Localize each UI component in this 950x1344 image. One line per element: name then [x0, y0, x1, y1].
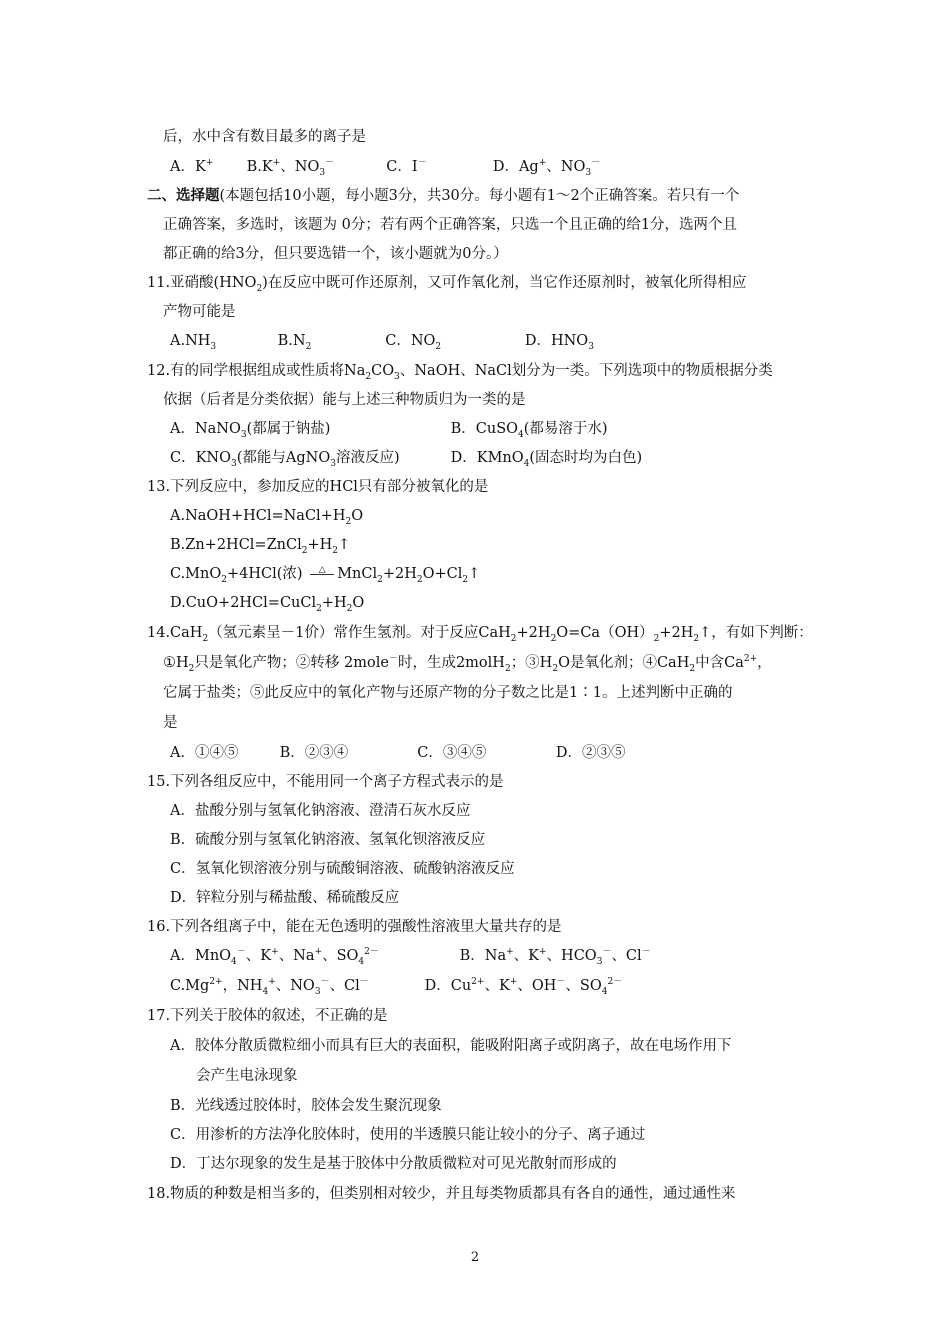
q10-option-c: C．I－	[386, 158, 427, 175]
q15-option-d: D．锌粒分别与稀盐酸、稀硫酸反应	[170, 890, 400, 906]
q17-option-a: A．胶体分散质微粒细小而具有巨大的表面积，能吸附阳离子或阴离子，故在电场作用下	[170, 1038, 732, 1054]
q12-stem: 12.有的同学根据组成或性质将$Na_2CO_3$、NaOH、NaCl划分为一类。下列选项中的物质根据分类	[147, 363, 773, 382]
q10-option-d: D．Ag+、$NO_3^-$	[492, 158, 601, 178]
q16-options-row1	[170, 946, 651, 966]
section2-intro-line2: 正确答案，多选时，该题为 0分；若有两个正确答案，只选一个且正确的给1分，选两个且	[163, 217, 738, 233]
q16-option-a: A．MnO$_4$－、K+、Na+、$SO_4^{2-}$	[170, 947, 379, 967]
q14-options	[170, 743, 625, 763]
q11-stem: 11.亚硝酸$(HNO_2)$在反应中既可作还原剂，又可作氧化剂，当它作还原剂时，被氧化所得相应	[147, 275, 747, 294]
q17-option-c: C．用渗析的方法净化胶体时，使用的半透膜只能让较小的分子、离子通过	[170, 1127, 646, 1143]
q15-option-b: B．硫酸分别与氢氧化钠溶液、氢氧化钡溶液反应	[170, 832, 486, 848]
q16-option-c: $C.Mg^{2+}$，$NH_4^+$、$NO_3^-$、Cl－	[170, 977, 369, 997]
q14-option-c: C．③④⑤	[417, 745, 487, 761]
q12-option-a: A．NaNO$_3$(都属于钠盐)	[170, 421, 331, 440]
q10-stem-continued: 后，水中含有数目最多的离子是	[163, 129, 366, 145]
q14-option-b: B．②③④	[279, 745, 349, 761]
section2-heading: 二、选择题	[147, 187, 220, 204]
q11-stem-line2: 产物可能是	[163, 304, 236, 320]
section2-intro-text: (本题包括10小题，每小题3分，共30分。每小题有1～2个正确答案。若只有一个	[219, 188, 740, 204]
q12-options-row1	[170, 419, 608, 439]
q13-option-a: $A.NaOH+HCl=NaCl+H_2O$	[170, 508, 364, 527]
q13-option-d: $D.CuO+2HCl=CuCl_2+H_2O$	[170, 595, 365, 614]
q12-option-b: B．CuSO$_4$(都易溶于水)	[450, 421, 608, 440]
q15-option-a: A．盐酸分别与氢氧化钠溶液、澄清石灰水反应	[170, 803, 471, 819]
q12-option-d: D．KMnO$_4$(固态时均为白色)	[450, 450, 643, 469]
q18-stem: 18.物质的种数是相当多的，但类别相对较少，并且每类物质都具有各自的通性，通过通性来	[147, 1186, 736, 1202]
q10-option-a: A．K+	[170, 158, 214, 175]
heat-symbol: △	[307, 564, 337, 586]
q17-option-d: D．丁达尔现象的发生是基于胶体中分散质微粒对可见光散射而形成的	[170, 1156, 617, 1172]
q11-option-a: $A.NH_3$	[170, 333, 217, 352]
q14-stem-line4: 是	[163, 715, 178, 731]
q12-option-c: C．$KNO_3$(都能与AgNO$_3$溶液反应)	[170, 450, 400, 469]
q16-option-d: D．$Cu^{2+}$、K+、OH－、$SO_4^{2-}$	[424, 977, 623, 997]
section2-intro-line3: 都正确的给3分，但只要选错一个，该小题就为0分。）	[163, 246, 508, 262]
q16-option-b: B．Na+、K+、$HCO_3^-$、Cl－	[459, 947, 651, 967]
q11-option-d: D．$HNO_3$	[524, 333, 594, 352]
q10-option-b: B.K+、$NO_3^-$	[246, 158, 335, 178]
page-number: 2	[470, 1250, 480, 1265]
section2-intro-line1	[147, 186, 739, 206]
q17-stem: 17.下列关于胶体的叙述，不正确的是	[147, 1008, 388, 1024]
q14-option-a: A．①④⑤	[170, 745, 239, 761]
q11-options	[170, 331, 594, 351]
q17-option-b: B．光线透过胶体时，胶体会发生聚沉现象	[170, 1098, 442, 1114]
q17-option-a-line2: 会产生电泳现象	[196, 1068, 298, 1084]
q13-option-c: C.MnO$_2$+4HCl(浓) △ $MnCl_2+2H_2O+Cl_2↑$	[170, 565, 481, 585]
q12-options-row2	[170, 448, 642, 468]
q15-stem: 15.下列各组反应中，不能用同一个离子方程式表示的是	[147, 774, 504, 790]
q16-stem: 16.下列各组离子中，能在无色透明的强酸性溶液里大量共存的是	[147, 919, 562, 935]
q16-options-row2	[170, 976, 622, 996]
q13-option-b: $B.Zn+2HCl=ZnCl_2+H_2↑$	[170, 537, 351, 556]
q14-stem-line2: $①H_2$只是氧化产物；②转移 2mole－时，生成2molH$_2$；$③H_2O$是氧化剂；④CaH$_2$中含$Ca^{2+}$，	[163, 654, 772, 674]
q11-option-b: $B.N_2$	[277, 333, 312, 352]
q15-option-c: C．氢氧化钡溶液分别与硫酸铜溶液、硫酸钠溶液反应	[170, 861, 515, 877]
q14-stem: 14.CaH$_2$（氢元素呈－1价）常作生氢剂。对于反应$CaH_2+2H_2O=Ca(OH)_2+2H_2↑$，有如下判断：	[147, 625, 813, 644]
q10-options	[170, 157, 600, 177]
q11-option-c: C．$NO_2$	[385, 333, 442, 352]
q14-stem-line3: 它属于盐类；⑤此反应中的氧化产物与还原产物的分子数之比是1∶1。上述判断中正确的	[163, 685, 733, 701]
q14-option-d: D．②③⑤	[555, 745, 626, 761]
q12-stem-line2: 依据（后者是分类依据）能与上述三种物质归为一类的是	[163, 392, 526, 408]
q13-stem: 13.下列反应中，参加反应的HCl只有部分被氧化的是	[147, 479, 489, 495]
